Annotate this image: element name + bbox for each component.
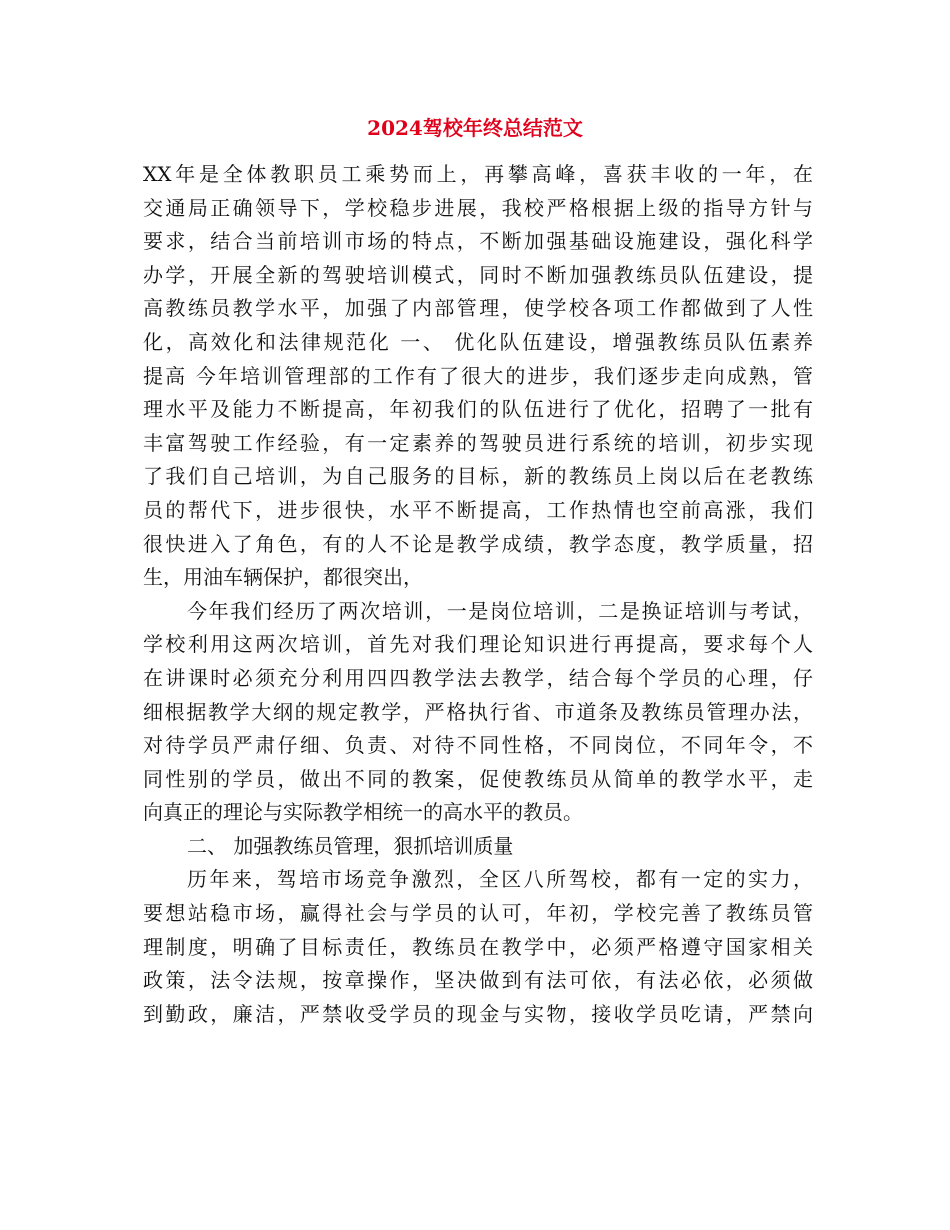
text-line: 学校利用这两次培训，首先对我们理论知识进行再提高，要求每个人 <box>143 632 813 657</box>
text-line: 理水平及能力不断提高，年初我们的队伍进行了优化，招聘了一批有 <box>143 397 813 422</box>
text-line: 要求，结合当前培训市场的特点，不断加强基础设施建设，强化科学 <box>143 229 813 254</box>
text-line: 了我们自己培训，为自己服务的目标，新的教练员上岗以后在老教练 <box>143 464 813 489</box>
text-line: 在讲课时必须充分利用四四教学法去教学，结合每个学员的心理，仔 <box>143 665 813 690</box>
text-line: 细根据教学大纲的规定教学，严格执行省、市道条及教练员管理办法， <box>143 699 813 724</box>
text-line: 要想站稳市场，赢得社会与学员的认可，年初，学校完善了教练员管 <box>143 901 813 926</box>
text-line: 员的帮代下，进步很快，水平不断提高，工作热情也空前高涨，我们 <box>143 497 813 522</box>
document-title: 2024驾校年终总结范文 <box>367 116 583 140</box>
text-line: 交通局正确领导下，学校稳步进展，我校严格根据上级的指导方针与 <box>143 195 813 220</box>
text-line: 很快进入了角色，有的人不论是教学成绩，教学态度，教学质量，招 <box>143 531 813 556</box>
text-line: 办学，开展全新的驾驶培训模式，同时不断加强教练员队伍建设，提 <box>143 262 813 287</box>
text-line: 同性别的学员，做出不同的教案，促使教练员从简单的教学水平，走 <box>143 766 813 791</box>
text-line: XX年是全体教职员工乘势而上，再攀高峰，喜获丰收的一年，在 <box>143 162 813 186</box>
text-line: 高教练员教学水平，加强了内部管理，使学校各项工作都做到了人性 <box>143 296 813 321</box>
document-body <box>143 158 813 1031</box>
text-line: 政策，法令法规，按章操作，坚决做到有法可依，有法必依，必须做 <box>143 968 813 993</box>
text-line: 化，高效化和法律规范化 一、 优化队伍建设，增强教练员队伍素养 <box>143 329 813 354</box>
text-line: 到勤政，廉洁，严禁收受学员的现金与实物，接收学员吃请，严禁向 <box>143 1001 813 1026</box>
section-heading: 二、 加强教练员管理，狠抓培训质量 <box>187 833 514 858</box>
text-line: 提高 今年培训管理部的工作有了很大的进步，我们逐步走向成熟，管 <box>143 363 813 388</box>
text-line: 向真正的理论与实际教学相统一的高水平的教员。 <box>143 800 583 825</box>
text-line: 今年我们经历了两次培训，一是岗位培训，二是换证培训与考试， <box>187 598 813 623</box>
text-line: 历年来，驾培市场竞争激烈，全区八所驾校，都有一定的实力， <box>187 867 813 892</box>
text-line: 理制度，明确了目标责任，教练员在教学中，必须严格遵守国家相关 <box>143 934 813 959</box>
text-line: 生，用油车辆保护，都很突出， <box>143 565 423 590</box>
text-line: 丰富驾驶工作经验，有一定素养的驾驶员进行系统的培训，初步实现 <box>143 430 813 455</box>
text-line: 对待学员严肃仔细、负责、对待不同性格，不同岗位，不同年令，不 <box>143 733 813 758</box>
